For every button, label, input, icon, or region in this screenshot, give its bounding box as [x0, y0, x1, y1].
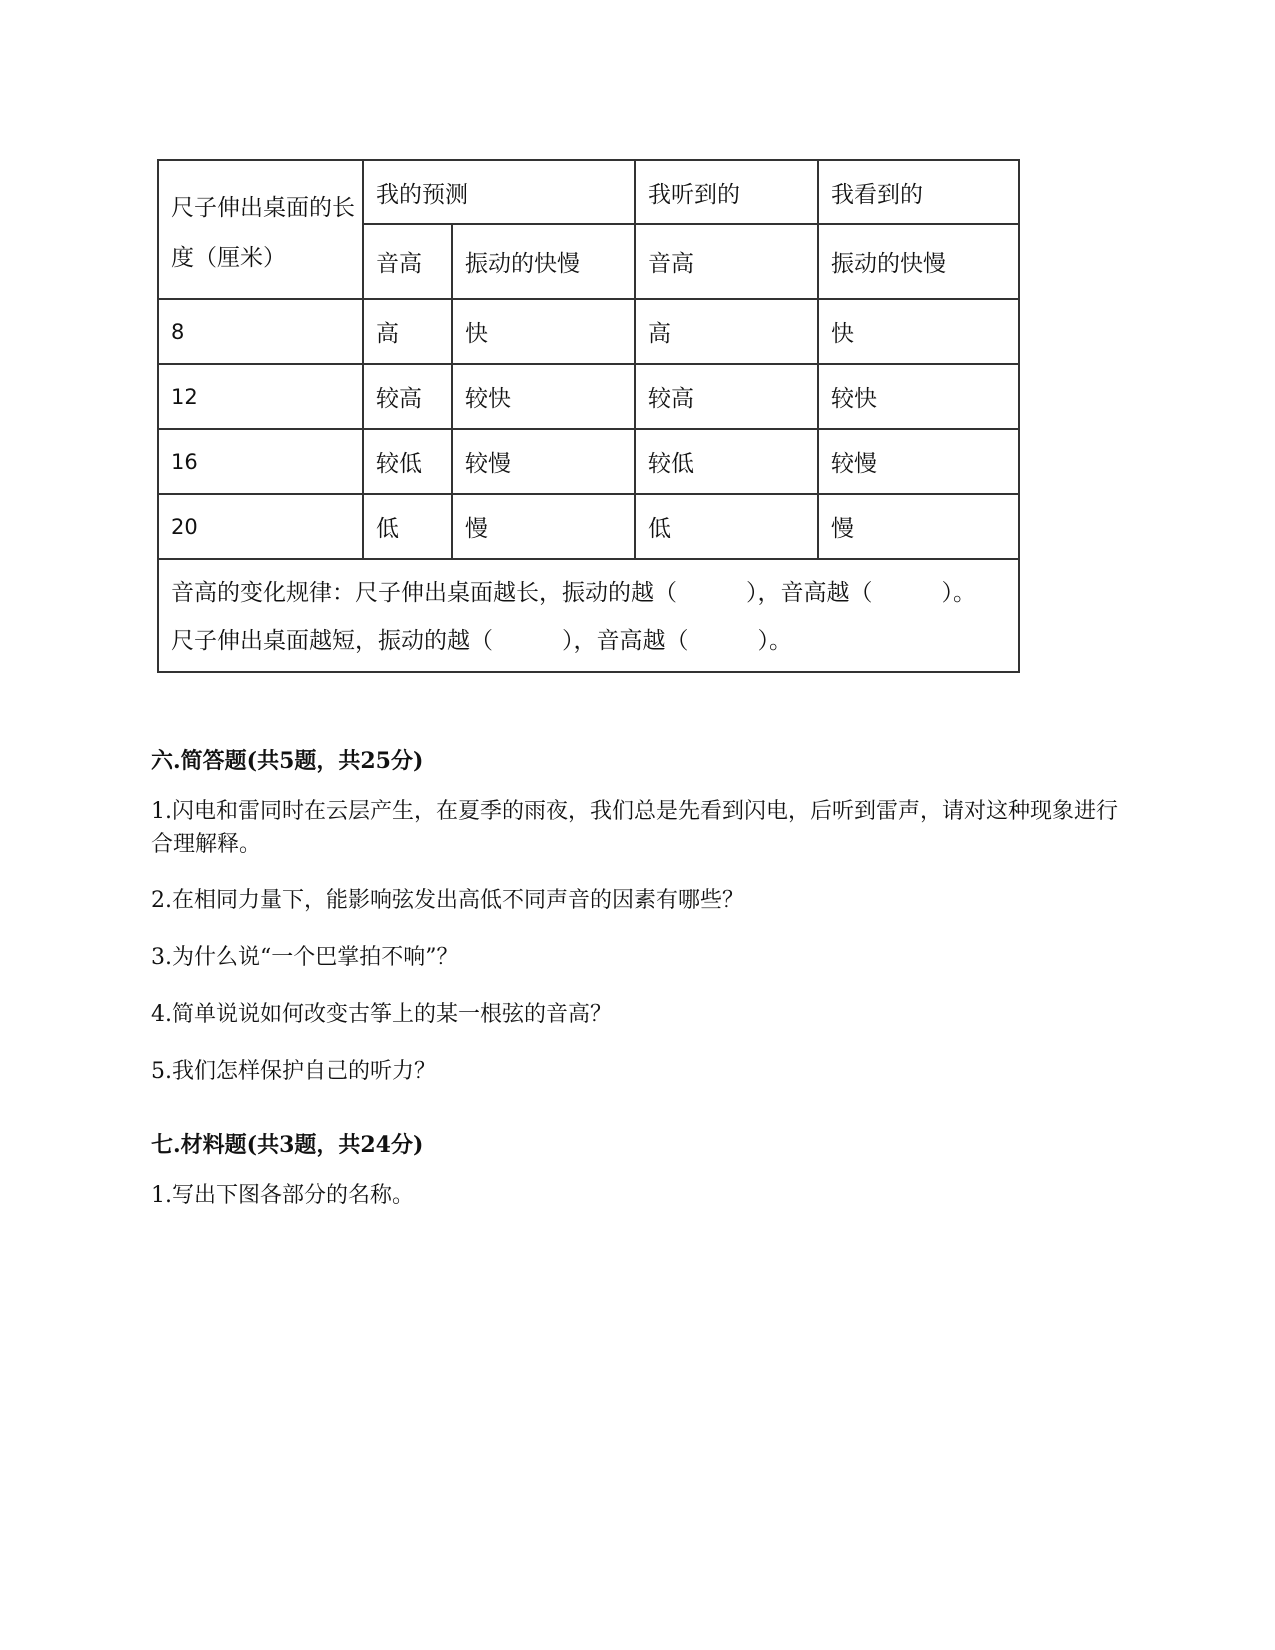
table-header-row-1 — [158, 160, 1019, 224]
cell-pred-speed: 较快 — [452, 364, 635, 429]
cell-pred-speed: 较慢 — [452, 429, 635, 494]
conclusion-line-2: 尺子伸出桌面越短，振动的越（ ），音高越（ ）。 — [171, 627, 792, 654]
header-length-cell: 尺子伸出桌面的长度（厘米） — [158, 160, 363, 299]
cell-pred-pitch: 较高 — [363, 364, 452, 429]
cell-length: 12 — [158, 364, 363, 429]
cell-length: 20 — [158, 494, 363, 559]
conclusion-line-1: 音高的变化规律：尺子伸出桌面越长，振动的越（ ），音高越（ ）。 — [171, 579, 976, 606]
conclusion-cell — [158, 559, 1019, 672]
short-answer-question-5: 5.我们怎样保护自己的听力？ — [151, 1059, 436, 1084]
cell-heard-pitch: 低 — [635, 494, 818, 559]
header-my-prediction: 我的预测 — [363, 160, 635, 224]
cell-length: 16 — [158, 429, 363, 494]
header-what-i-saw: 我看到的 — [818, 160, 1019, 224]
cell-pred-speed: 慢 — [452, 494, 635, 559]
subheader-heard-pitch: 音高 — [635, 224, 818, 299]
header-what-i-heard: 我听到的 — [635, 160, 818, 224]
cell-seen-speed: 快 — [818, 299, 1019, 364]
cell-heard-pitch: 高 — [635, 299, 818, 364]
cell-heard-pitch: 较高 — [635, 364, 818, 429]
subheader-pred-speed: 振动的快慢 — [452, 224, 635, 299]
table-row — [158, 364, 1019, 429]
subheader-pred-pitch: 音高 — [363, 224, 452, 299]
short-answer-question-3: 3.为什么说“一个巴掌拍不响”？ — [151, 945, 459, 970]
table-conclusion-row — [158, 559, 1019, 672]
cell-seen-speed: 较快 — [818, 364, 1019, 429]
material-question-1: 1.写出下图各部分的名称。 — [151, 1183, 414, 1208]
cell-length: 8 — [158, 299, 363, 364]
cell-pred-pitch: 较低 — [363, 429, 452, 494]
cell-pred-pitch: 高 — [363, 299, 452, 364]
short-answer-question-1: 1.闪电和雷同时在云层产生，在夏季的雨夜，我们总是先看到闪电，后听到雷声，请对这种现象进行合理解释。 — [151, 799, 1118, 857]
table-row — [158, 429, 1019, 494]
section-seven-title: 七.材料题(共3题，共24分) — [151, 1132, 424, 1158]
subheader-seen-speed: 振动的快慢 — [818, 224, 1019, 299]
short-answer-question-2: 2.在相同力量下，能影响弦发出高低不同声音的因素有哪些？ — [151, 888, 744, 913]
section-six-title: 六.简答题(共5题，共25分) — [151, 748, 424, 774]
cell-heard-pitch: 较低 — [635, 429, 818, 494]
table-row — [158, 299, 1019, 364]
cell-seen-speed: 较慢 — [818, 429, 1019, 494]
cell-pred-pitch: 低 — [363, 494, 452, 559]
short-answer-question-4: 4.简单说说如何改变古筝上的某一根弦的音高？ — [151, 1002, 612, 1027]
table-row — [158, 494, 1019, 559]
cell-pred-speed: 快 — [452, 299, 635, 364]
cell-seen-speed: 慢 — [818, 494, 1019, 559]
experiment-table — [157, 159, 1020, 673]
